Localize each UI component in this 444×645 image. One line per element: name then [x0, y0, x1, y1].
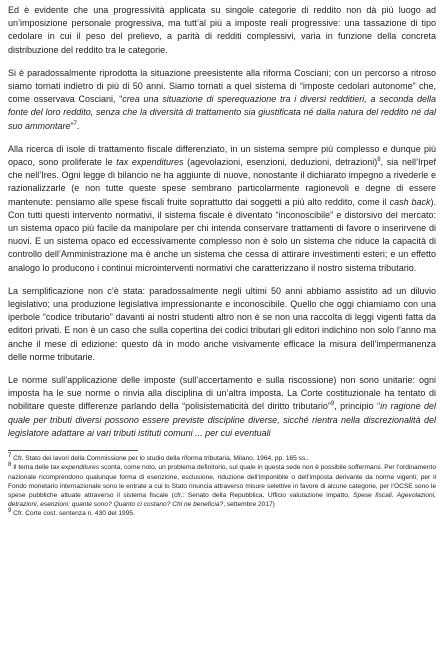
- text-run: Ed è evidente che una progressività applicata su singole categorie di reddito non dà più luogo ad un’imposizione personale progressiva, ma tutt’al più a imposte reali progressive: una tassazione di tipo cedolare in cui il peso del prelievo, a parità di redditi complessivi, varia in funzione della concreta distribuzione del reddito tra le categorie.: [8, 5, 436, 55]
- italic-term: tax expenditures: [50, 464, 100, 472]
- text-run: Cfr. Stato dei lavori della Commissione per lo studio della riforma tributaria, Milano, 1964, pp. 165 ss..: [11, 455, 309, 463]
- body-paragraph: [8, 143, 436, 275]
- footnote-ref[interactable]: 8: [377, 157, 381, 164]
- text-run: ). Con tutti questi intervento normativi, il sistema fiscale è diventato “inconoscibile” e distorsivo del mercato: un sistema opaco più facile da manipolare per chi intenda conservare trattamenti di favore o inserirvene di nuovi. E un sistema opaco ed eccessivamente complesso non è solo un sistema che riduce la capacità di controllo dell’Amministrazione ma è anche un sistema che cessa di attirare investimenti esteri; e un effetto analogo lo producono i continui microinterventi normativi che caratterizzano il nostro sistema tributario.: [8, 196, 436, 273]
- text-run: .: [76, 120, 80, 131]
- footnote-ref[interactable]: 7: [73, 120, 77, 127]
- quotation-italic: in ragione del quale per tributi diversi possono essere previste discipline diverse, sicché rientra nella discrezionalità del legislatore adattare ai vari tributi istituti comuni ... per cui eventuali: [8, 401, 437, 438]
- italic-term: cash back: [389, 196, 431, 207]
- text-run: Si è paradossalmente riprodotta la situazione preesistente alla riforma Cosciani; con un percorso a ritroso siamo tornati indietro di più di 50 anni. Siamo tornati a quel sistema di “imposte cedolari autonome” che, come osservava Cosciani, “: [8, 67, 436, 105]
- text-run: , principio “: [334, 401, 381, 412]
- body-paragraph: [8, 67, 436, 133]
- text-run: , settembre 2017): [223, 501, 275, 509]
- text-run: , sia nell’Irpef che nell’Ires. Ogni legge di bilancio ne ha aggiunte di nuove, nonostante il dichiarato impegno a rivederle e razionalizzarle (e non tutte queste spese sembrano particolarmente ragionevoli e degne di essere mantenute: pensiamo alle spese fiscali fruite soprattutto dai soggetti a più alto reddito, come il: [8, 157, 436, 207]
- footnote-number: 8: [8, 462, 12, 469]
- italic-title: Spese fiscali. Agevolazioni, detrazioni, esenzioni: quante sono? Quanto ci costano? Chi ne beneficia?: [8, 491, 437, 509]
- text-run: Il tema delle: [11, 464, 51, 472]
- text-run: ”: [70, 120, 74, 131]
- footnote-number: 7: [8, 452, 12, 459]
- footnote-ref[interactable]: 9: [330, 401, 335, 408]
- footnote: [8, 509, 436, 518]
- text-run: (agevolazioni, esenzioni, deduzioni, detrazioni): [183, 157, 378, 168]
- text-run: sconta, come noto, un problema definitorio, sul quale in questa sede non è possibile soffermarsi. Per l’ordinamento nazionale ricomprendono qualunque forma di esenzione, esclusione, riduzione dell’imponibile o dell’imposta derivante da norme vigenti; per il Fondo monetario internazionale sono le entrate a cui lo Stato rinuncia attraverso misure selettive in favore di alcune categorie, per l’OCSE sono le spese pubbliche attuate attraverso il sistema fiscale (cfr.: Senato della Repubblica, Ufficio valutazione impatto,: [8, 464, 436, 499]
- footnote-number: 9: [8, 508, 12, 515]
- body-paragraph: [8, 374, 436, 440]
- text-run: Alla ricerca di isole di trattamento fiscale differenziato, in un sistema sempre più complesso e dunque più opaco, sono proliferate le: [8, 143, 436, 168]
- italic-term: tax expenditures: [116, 157, 184, 168]
- body-paragraph: [8, 4, 436, 57]
- quotation-italic: crea una situazione di sperequazione tra i diversi redditieri, a seconda della fonte del loro reddito, senza che la diversità di trattamento sia giustificata né dalla natura del reddito né dal suo ammontare: [8, 94, 436, 131]
- footnote: [8, 454, 436, 463]
- text-run: La semplificazione non c’è stata: paradossalmente negli ultimi 50 anni abbiamo assistito ad un diluvio legislativo; una produzione legislativa impressionante e inconoscibile. Quello che oggi chiamiamo con una iperbole “codice tributario” davanti ai nostri studenti altro non è se non una raccolta di leggi vigenti fatta da editori privati. E non è un caso che sulla copertina dei codici tributari gli editori indichino non solo l’anno ma anche il mese di edizione: questo dà in modo anche visivamente efficace la misura dell’impermanenza delle norme tributarie.: [8, 285, 436, 362]
- body-paragraph: [8, 285, 436, 364]
- footnote: [8, 463, 436, 509]
- footnote-separator: [8, 450, 138, 451]
- text-run: Cfr. Corte cost. sentenza n. 430 del 1995.: [11, 510, 135, 518]
- text-run: Le norme sull’applicazione delle imposte (sull’accertamento e sulla riscossione) non sono unitarie: ogni imposta ha le sue norme o rinvia alla disciplina di un’altra imposta. La Corte costituzionale ha tentato di nobilitare queste differenze parlando della “polisistematicità del diritto tributario”: [8, 375, 436, 412]
